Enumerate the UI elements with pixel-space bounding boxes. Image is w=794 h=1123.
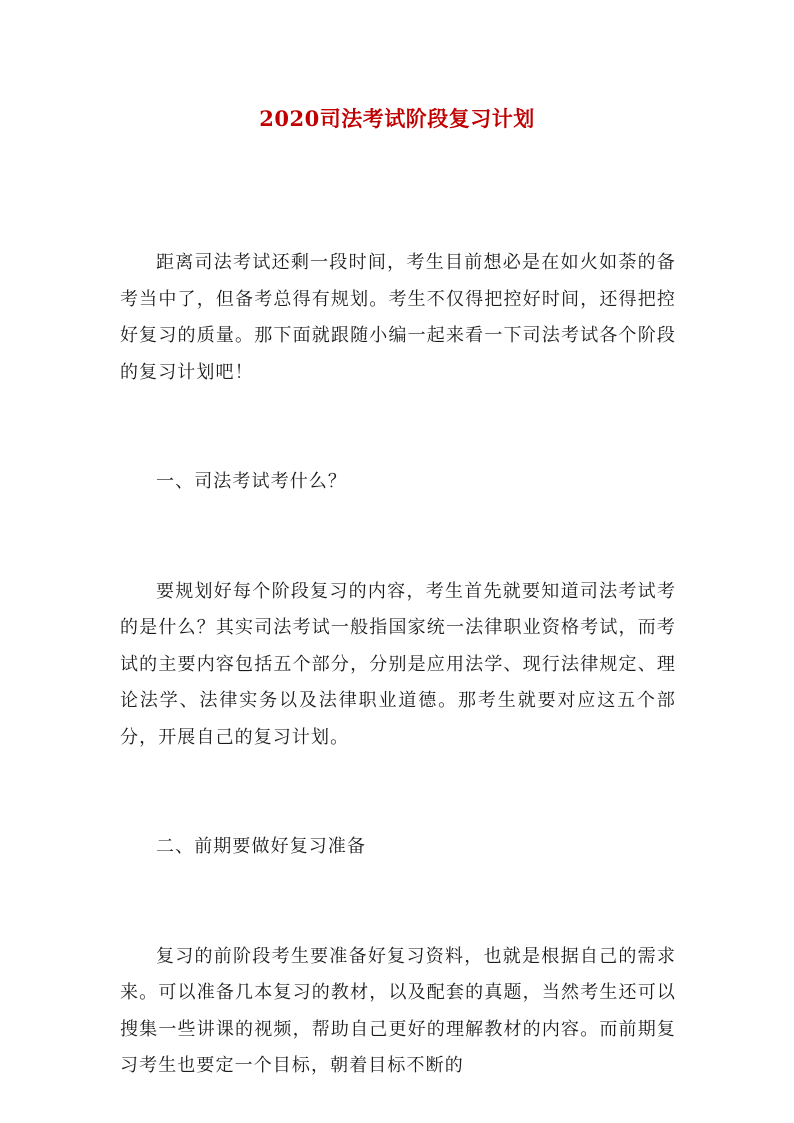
document-body (120, 245, 676, 1085)
document-title: 2020司法考试阶段复习计划 (259, 106, 535, 131)
paragraph-gap (120, 501, 676, 574)
paragraph-gap (120, 756, 676, 829)
section-2-paragraph: 复习的前阶段考生要准备好复习资料，也就是根据自己的需求来。可以准备几本复习的教材，以及配套的真题，当然考生还可以搜集一些讲课的视频，帮助自己更好的理解教材的内容。而前期复习考生也要定一个目标，朝着目标不断的 (120, 945, 676, 1076)
paragraph-gap (120, 391, 676, 464)
paragraph-gap (120, 866, 676, 939)
section-heading-1: 一、司法考试考什么？ (156, 471, 347, 492)
section-heading-2: 二、前期要做好复习准备 (156, 836, 367, 857)
section-1-paragraph: 要规划好每个阶段复习的内容，考生首先就要知道司法考试考的是什么？其实司法考试一般指国家统一法律职业资格考试，而考试的主要内容包括五个部分，分别是应用法学、现行法律规定、理论法学、法律实务以及法律职业道德。那考生就要对应这五个部分，开展自己的复习计划。 (120, 580, 676, 748)
intro-paragraph: 距离司法考试还剩一段时间，考生目前想必是在如火如荼的备考当中了，但备考总得有规划。考生不仅得把控好时间，还得把控好复习的质量。那下面就跟随小编一起来看一下司法考试各个阶段的复习计划吧！ (120, 252, 676, 383)
